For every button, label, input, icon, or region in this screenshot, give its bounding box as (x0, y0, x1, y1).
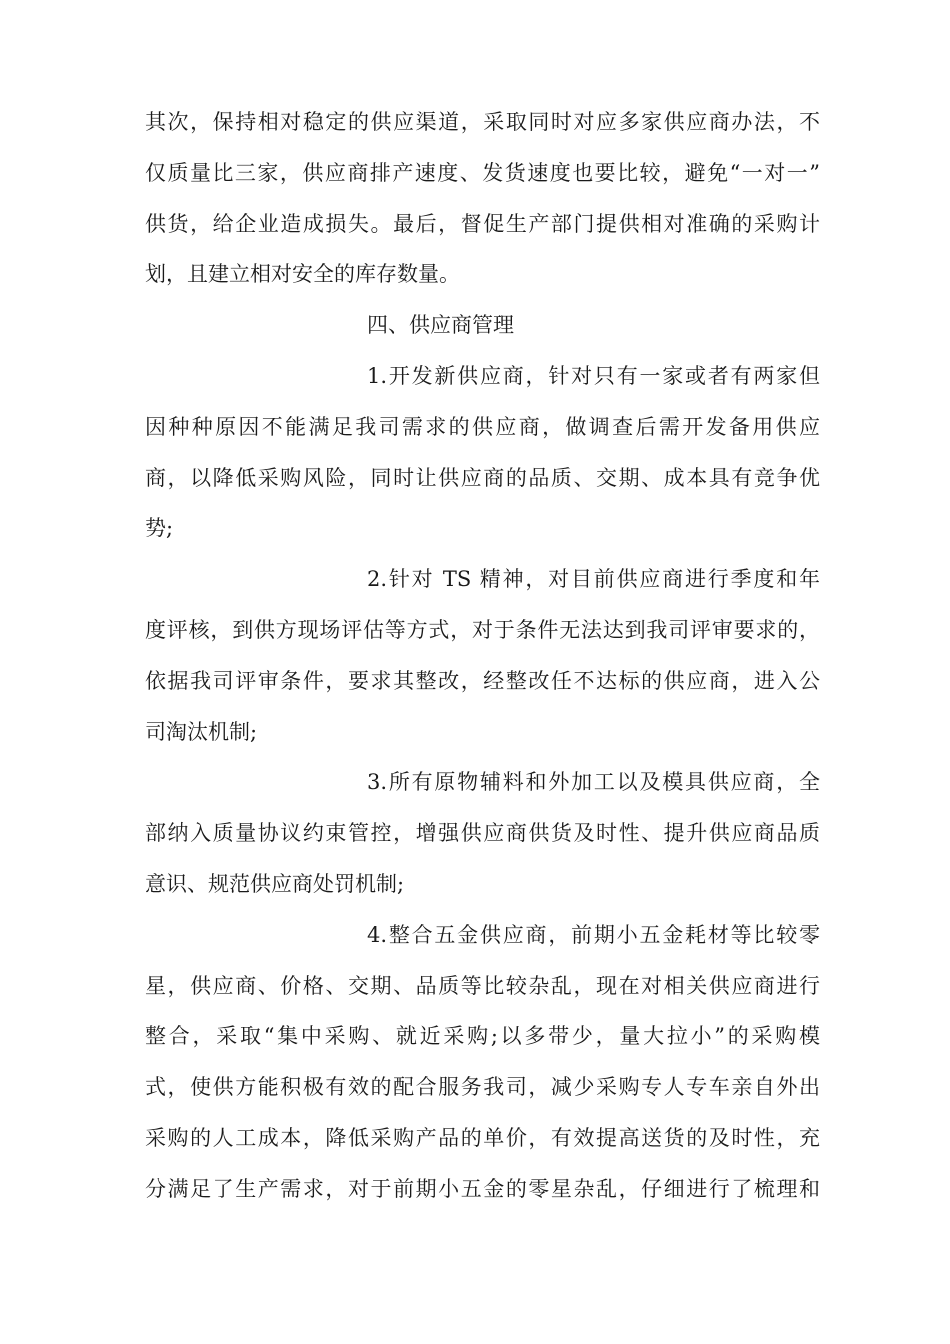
paragraph-line: 仅质量比三家，供应商排产速度、发货速度也要比较，避免“一对一” (145, 160, 820, 185)
paragraph-line: 势; (145, 516, 174, 541)
list-item-first-line: 2.针对 TS 精神，对目前供应商进行季度和年 (367, 567, 820, 592)
paragraph-line: 分满足了生产需求，对于前期小五金的零星杂乱，仔细进行了梳理和 (145, 1176, 820, 1201)
list-item-first-line: 3.所有原物辅料和外加工以及模具供应商，全 (367, 770, 820, 795)
paragraph-line: 因种种原因不能满足我司需求的供应商，做调查后需开发备用供应 (145, 414, 820, 439)
paragraph-line: 部纳入质量协议约束管控，增强供应商供货及时性、提升供应商品质 (145, 821, 820, 846)
paragraph-line: 商，以降低采购风险，同时让供应商的品质、交期、成本具有竞争优 (145, 465, 820, 490)
paragraph-line: 意识、规范供应商处罚机制; (145, 871, 405, 896)
list-item-first-line: 1.开发新供应商，针对只有一家或者有两家但 (367, 363, 820, 388)
list-item-first-line: 4.整合五金供应商，前期小五金耗材等比较零 (367, 922, 820, 947)
document-body (145, 104, 820, 1222)
paragraph-line: 式，使供方能积极有效的配合服务我司，减少采购专人专车亲自外出 (145, 1075, 820, 1100)
paragraph-line: 司淘汰机制; (145, 719, 258, 744)
paragraph-line: 度评核，到供方现场评估等方式，对于条件无法达到我司评审要求的， (145, 617, 820, 642)
paragraph-line: 供货，给企业造成损失。最后，督促生产部门提供相对准确的采购计 (145, 211, 820, 236)
paragraph-line: 划，且建立相对安全的库存数量。 (145, 262, 460, 287)
paragraph-line: 整合，采取“集中采购、就近采购;以多带少，量大拉小”的采购模 (145, 1024, 820, 1049)
paragraph-line: 采购的人工成本，降低采购产品的单价，有效提高送货的及时性，充 (145, 1125, 820, 1150)
paragraph-line: 依据我司评审条件，要求其整改，经整改任不达标的供应商，进入公 (145, 668, 820, 693)
paragraph-line: 其次，保持相对稳定的供应渠道，采取同时对应多家供应商办法，不 (145, 110, 820, 134)
paragraph-line: 星，供应商、价格、交期、品质等比较杂乱，现在对相关供应商进行 (145, 973, 820, 998)
section-heading: 四、供应商管理 (367, 313, 514, 338)
